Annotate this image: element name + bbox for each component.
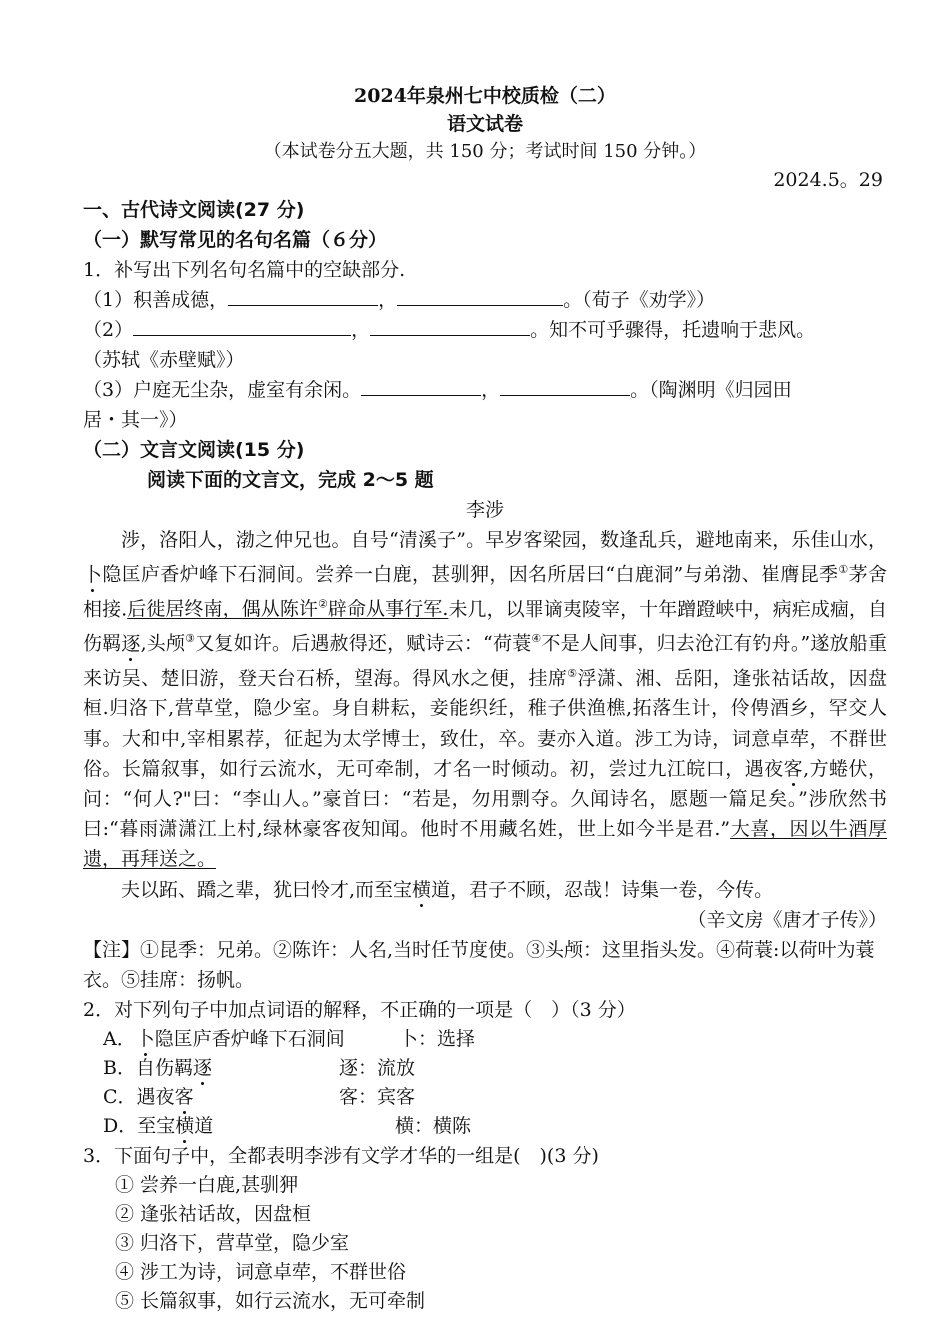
option-text: 道 [194, 1114, 214, 1137]
answer-blank[interactable] [397, 286, 563, 306]
exam-page [83, 82, 887, 1316]
passage-text: 茅舍相接. [83, 563, 887, 621]
exam-title: 2024年泉州七中校质检（二） [354, 85, 616, 107]
q3-item-4: ④ 涉工为诗，词意卓荦，不群世俗 [115, 1260, 407, 1283]
q1-3 [83, 375, 887, 405]
option-explanation: 客：宾客 [339, 1085, 416, 1108]
dotted-word: 逐 [192, 1056, 212, 1079]
q1-2 [83, 315, 887, 345]
q1-1-text: （1）积善成德， [83, 289, 229, 311]
part2-title: （二）文言文阅读(15 分) [83, 439, 305, 461]
dotted-word: 卜 [83, 563, 103, 586]
option-explanation: 卜：选择 [399, 1027, 476, 1050]
dotted-word: 卜 [135, 1027, 155, 1050]
passage-text: 未几，以罪谪夷陵宰，十年蹭蹬峡中，病疟成痼，自伤羁 [83, 598, 887, 655]
part1-title: （一）默写常见的名句名篇（６分） [83, 229, 388, 251]
q2-option-d[interactable] [83, 1112, 887, 1141]
option-label: A． [103, 1027, 136, 1050]
underlined-sentence: 大喜，因以牛酒厚遗，再拜送之。 [83, 818, 887, 871]
part2-instruction: 阅读下面的文言文，完成 2～5 题 [147, 469, 434, 491]
option-label: B． [103, 1056, 136, 1079]
comma: ， [351, 319, 371, 341]
answer-blank[interactable] [370, 316, 530, 336]
section-title: 一、古代诗文阅读(27 分) [83, 199, 305, 221]
dotted-word: 横 [412, 878, 432, 901]
passage-text: 浮潇、湘、岳阳，逢张祜话故，因盘桓.归洛下,营草堂，隐少室。身自耕耘，妾能织纴，稚子供渔樵,拓落生计，伶俜酒乡，罕交人事。大和中,宰相累荐，征起为太学博士，致仕，卒。妻亦入道。涉工为诗，词意卓荦，不群世俗。长篇叙事，如行云流水，无可牵制，才名一时倾动。初，尝过九江皖口，遇夜 [83, 667, 887, 780]
passage-paragraph-1 [83, 525, 887, 875]
q1-stem: 1．补写出下列名句名篇中的空缺部分. [83, 259, 406, 281]
dotted-word: 客 [783, 757, 804, 780]
passage-text: 后徙居终南，偶从陈许 [127, 598, 318, 621]
passage-paragraph-2 [83, 875, 887, 905]
passage-source: （辛文房《唐才子传》） [687, 908, 887, 931]
dotted-word: 横 [175, 1114, 195, 1137]
q3-item-1: ① 尝养一白鹿,甚驯狎 [115, 1173, 299, 1196]
q1-3-source: 。（陶渊明《归园田 [630, 379, 792, 401]
q1-2-source: （苏轼《赤壁赋》） [83, 349, 245, 371]
passage-text: 不是人间事，归去沧江有钓舟。”遂放船重来访吴、楚旧游，登天台石桥，望海。得风水之便，挂席 [83, 632, 887, 690]
passage-text: 涉，洛阳人，渤之仲兄也。自号“清溪子”。早岁客梁园，数逢乱兵，避地南来，乐佳山水， [121, 529, 887, 551]
q1-1 [83, 285, 887, 315]
answer-blank[interactable] [228, 286, 378, 306]
comma: ， [378, 289, 398, 311]
exam-note: （本试卷分五大题，共 150 分；考试时间 150 分钟。） [263, 141, 707, 162]
q2-option-a[interactable] [83, 1025, 887, 1054]
q1-2-number: （2） [83, 319, 134, 341]
subject-title: 语文试卷 [446, 113, 523, 135]
option-explanation: 横：横陈 [395, 1114, 472, 1137]
q2-stem: 2．对下列句子中加点词语的解释，不正确的一项是（ ）（3 分） [83, 998, 636, 1021]
q1-2-text: 。知不可乎骤得，托遗响于悲风。 [530, 319, 816, 341]
option-text: 自伤羁 [135, 1056, 193, 1079]
q3-stem: 3．下面句子中，全都表明李涉有文学才华的一组是( )(3 分) [83, 1144, 599, 1167]
note-mark: ① [838, 563, 849, 577]
note-mark: ③ [185, 632, 196, 646]
passage-text: 又复如许。后遇赦得还，赋诗云：“荷蓑 [195, 632, 532, 655]
answer-blank[interactable] [133, 316, 351, 336]
option-text: 至宝 [137, 1114, 176, 1137]
answer-blank[interactable] [500, 376, 630, 396]
note-mark: ④ [531, 632, 542, 646]
note-mark: ② [317, 597, 328, 611]
answer-blank[interactable] [361, 376, 481, 396]
underlined-sentence [127, 598, 448, 620]
comma: ， [481, 379, 501, 401]
q3-item-2: ② 逢张祜话故，因盘桓 [115, 1202, 312, 1225]
q1-3-source-cont: 居・其一》） [83, 409, 188, 431]
q2-option-c[interactable] [83, 1083, 887, 1112]
note-mark: ⑤ [567, 666, 578, 680]
q3-item-5: ⑤ 长篇叙事，如行云流水，无可牵制 [115, 1289, 426, 1312]
passage-title: 李涉 [465, 499, 504, 521]
exam-date: 2024.5。29 [773, 169, 883, 191]
q1-3-text: （3）户庭无尘杂，虚室有余闲。 [83, 379, 362, 401]
passage-text: ,方蜷伏，问：“何人?"曰：“李山人。”豪首曰：“若是，勿用剽夺。久闻诗名，愿题一篇足矣。”涉欣然书曰:“暮雨潇潇江上村,绿林豪客夜知闻。他时不用藏名姓，世上如今半是君.” [83, 757, 887, 841]
option-explanation: 逐：流放 [339, 1056, 416, 1079]
q3-item-3: ③ 归洛下，营草堂，隐少室 [115, 1231, 350, 1254]
passage-text: 辟命从事行军. [327, 598, 449, 621]
q1-1-source: 。（荀子《劝学》） [563, 289, 716, 311]
option-text: 遇夜 [136, 1085, 175, 1108]
dotted-word: 客 [174, 1085, 194, 1108]
passage-notes: 【注】①昆季：兄弟。②陈许：人名,当时任节度使。③头颅：这里指头发。④荷蓑:以荷叶为蓑衣。⑤挂席：扬帆。 [83, 938, 875, 991]
option-text: 隐匡庐香炉峰下石洞间 [154, 1027, 345, 1050]
option-label: C． [103, 1085, 137, 1108]
passage-text: 道，君子不顾，忍哉！诗集一卷，今传。 [431, 878, 774, 901]
option-label: D． [103, 1114, 138, 1137]
dotted-word: 逐 [121, 632, 141, 655]
q2-option-b[interactable] [83, 1054, 887, 1083]
passage-text: 夫以跖、蹻之辈，犹曰怜才,而至宝 [121, 878, 413, 901]
passage-text: ,头颅 [140, 632, 186, 655]
passage-text: 隐匡庐香炉峰下石洞间。尝养一白鹿，甚驯狎，因名所居曰“白鹿洞”与弟渤、崔膺昆季 [102, 563, 839, 586]
